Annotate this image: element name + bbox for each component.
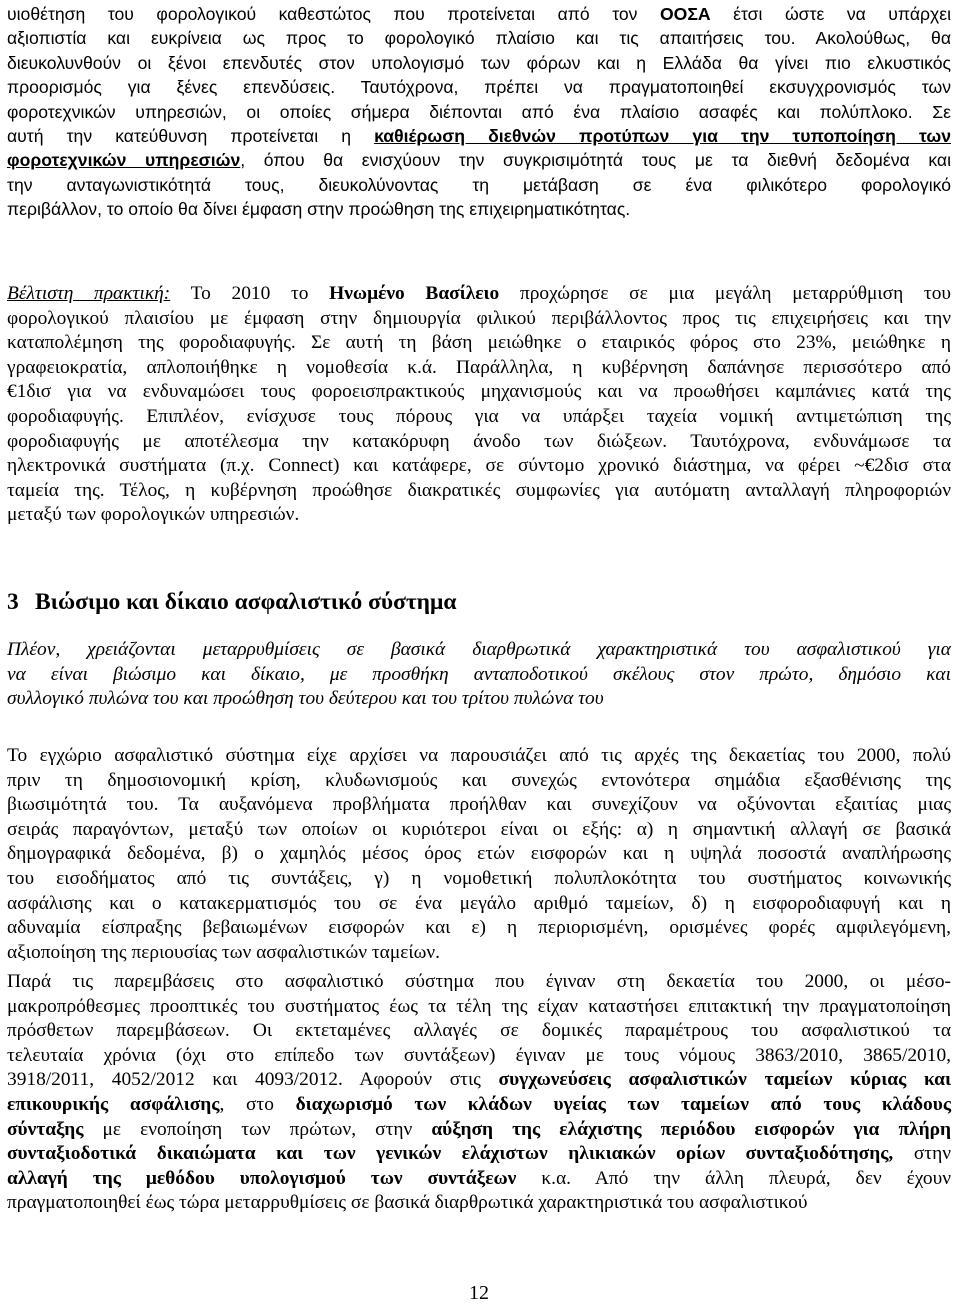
best-practice-paragraph [7,282,951,528]
text-run: φοροδιαφυγής με αποτέλεσμα την κατακόρυφη άνοδο των διώξεων. Ταυτόχρονα, ενδυνάμωσε τα [7,430,951,452]
text-line [7,503,951,528]
bold-text: σύνταξης [7,1118,84,1140]
text-line [7,331,951,356]
bold-text: συγχωνεύσεις ασφαλιστικών ταμείων κύριας και [498,1069,951,1091]
text-run: φορολογικού πλαισίου με έμφαση στην δημιουργία φιλικού περιβάλλοντος προς τις επιχειρήσεις και την [7,307,951,329]
text-run: περιβάλλον, το οποίο θα δίνει έμφαση στην προώθηση της επιχειρηματικότητας. [7,199,631,220]
bold-text: επικουρικής ασφάλισης [7,1093,220,1115]
text-run: μεταξύ των φορολογικών υπηρεσιών. [7,504,300,526]
text-run: βιωσιμότητά του. Τα αυξανόμενα προβλήματα προήλθαν και συνεχίζουν να οξύνονται εξαιτίας μιας [7,794,951,816]
text-run: , στο [219,1093,296,1115]
italic-text: συλλογικό πυλώνα του και προώθηση του δεύτερου και του τρίτου πυλώνα του [7,688,604,710]
text-run: σειράς παραγόντων, μεταξύ των οποίων οι κυριότεροι είναι οι εξής: α) η σημαντική αλλαγή σε βασικά [7,818,951,840]
text-run: κ.α. Από την άλλη πλευρά, δεν έχουν [516,1167,951,1189]
section-number: 3 [7,589,19,615]
text-run: Το 2010 το [170,283,330,304]
text-run: προχώρησε σε μια μεγάλη μεταρρύθμιση του [499,283,951,304]
text-run: φοροδιαφυγής. Επιπλέον, ενίσχυσε τους πόρους για να υπάρξει ταχεία νομική αντιμετώπιση της [7,405,951,427]
text-line [7,1167,951,1192]
text-run: προορισμός για ξένες επενδύσεις. Ταυτόχρονα, πρέπει να πραγματοποιηθεί εκσυγχρονισμός των [7,77,951,98]
text-line [7,430,951,455]
text-run: καταπολέμηση της φοροδιαφυγής. Σε αυτή τη βάση μειώθηκε ο εταιρικός φόρος στο 23%, μειώθηκε η [7,332,951,354]
text-run: , όπου θα ενισχύουν την συγκρισιμότητά τους με τα διεθνή δεδομένα και [240,150,951,171]
text-line [7,100,951,124]
text-line [7,1142,951,1167]
bold-text: αλλαγή της μεθόδου υπολογισμού των συντάξεων [7,1167,517,1189]
text-line [7,479,951,504]
text-line [7,916,951,941]
text-run: γραφειοκρατία, απλοποιήθηκε η νομοθεσία κ.ά. Παράλληλα, η κυβέρνηση δαπάνησε περισσότερο από [7,356,951,378]
text-line [7,173,951,197]
text-line [7,892,951,917]
text-run: αυτή την κατεύθυνση προτείνεται η [7,126,375,147]
text-run: έτσι ώστε να υπάρχει [710,4,951,24]
bold-text: διαχωρισμό των κλάδων υγείας των ταμείων από τους κλάδους [295,1093,952,1115]
text-line [7,1191,951,1216]
text-line [7,307,951,332]
text-line [7,793,951,818]
text-run: στην [893,1143,951,1165]
text-run: €1δισ για να ενδυναμώσει τους φοροεισπρακτικούς μηχανισμούς και να προωθήσει καμπάνιες κατά της [7,381,951,403]
text-line [7,818,951,843]
section-heading [7,587,456,617]
text-run: την ανταγωνιστικότητά τους, διευκολύνοντας τη μετάβαση σε ένα φιλικότερο φορολογικό [7,174,951,195]
text-run: υιοθέτηση του φορολογικού καθεστώτος που προτείνεται από τον [7,4,660,24]
section-intro-paragraph [7,638,951,712]
text-line [7,2,951,26]
italic-text: Βέλτιστη πρακτική: [7,283,171,304]
text-line [7,842,951,867]
pension-paragraph-2 [7,970,951,1216]
text-line [7,867,951,892]
text-line [7,51,951,75]
text-line [7,638,951,663]
text-line [7,356,951,381]
bold-text: φοροτεχνικών υπηρεσιών [7,150,241,171]
text-run: ηλεκτρονικά συστήματα (π.χ. Connect) και κατάφερε, σε σύντομο χρονικό διάστημα, να φέρει ~€2δισ στα [7,455,951,477]
text-run: αδυναμία είσπραξης βεβαιωμένων εισφορών και ε) η περιορισμένη, ορισμένες φορές αμφιλεγόμενη, [7,917,951,939]
pension-paragraph-1 [7,744,951,965]
text-line [7,148,951,172]
text-run: 3918/2011, 4052/2012 και 4093/2012. Αφορούν στις [7,1069,499,1091]
text-run: του εισοδήματος από τις συντάξεις, γ) η νομοθετική πολυπλοκότητα του συστήματος κοινωνικής [7,867,951,889]
text-line [7,687,951,712]
text-line [7,1068,951,1093]
text-run: πραγματοποιηθεί έως τώρα μεταρρυθμίσεις σε βασικά διαρθρωτικά χαρακτηριστικά του ασφαλιστικού [7,1192,808,1214]
text-line [7,769,951,794]
text-line [7,282,951,307]
text-line [7,1044,951,1069]
text-line [7,75,951,99]
text-line [7,744,951,769]
intro-paragraph [7,2,951,222]
text-run: πριν τη δημοσιονομική κρίση, κλυδωνισμούς και συνεχώς εντονότερα σημάδια εξασθένισης της [7,769,951,791]
text-line [7,995,951,1020]
text-run: πρόσθετων παρεμβάσεων. Οι εκτεταμένες αλλαγές σε δομικές παραμέτρους του ασφαλιστικού τα [7,1020,951,1042]
bold-text: αύξηση της ελάχιστης περιόδου εισφορών για πλήρη [431,1118,952,1140]
text-line [7,197,951,221]
text-run: ασφάλισης και ο κατακερματισμός του σε ένα μεγάλο αριθμό ταμείων, δ) η εισφοροδιαφυγή και η [7,892,951,914]
text-run: Παρά τις παρεμβάσεις στο ασφαλιστικό σύστημα που έγιναν στη δεκαετία του 2000, οι μέσο- [7,971,951,992]
text-line [7,124,951,148]
text-line [7,1118,951,1143]
text-line [7,970,951,995]
text-line [7,405,951,430]
section-title: Βιώσιμο και δίκαιο ασφαλιστικό σύστημα [35,589,457,615]
text-run: τελευταία χρόνια (όχι στο επίπεδο των συντάξεων) έγιναν με τους νόμους 3863/2010, 3865/2010, [7,1044,951,1066]
bold-text: συνταξιοδοτικά δικαιώματα και των γενικών ελάχιστων ηλικιακών ορίων συνταξιοδότησης, [7,1143,894,1165]
text-line [7,380,951,405]
text-line [7,663,951,688]
bold-text: Ηνωμένο Βασίλειο [329,283,500,304]
text-line [7,26,951,50]
text-run: μακροπρόθεσμες προοπτικές του συστήματος έως τα τέλη της είχαν καταστήσει επιτακτική την πραγματοποίηση [7,995,951,1017]
bold-text: ΟΟΣΑ [659,4,711,24]
text-run: αξιοποίηση της περιουσίας των ασφαλιστικών ταμείων. [7,941,440,963]
text-run: ταμεία της. Τέλος, η κυβέρνηση προώθησε διακρατικές συμφωνίες για αυτόματη ανταλλαγή πληροφοριών [7,479,951,501]
page-number: 12 [469,1282,489,1304]
text-run: διευκολυνθούν οι ξένοι επενδυτές στον υπολογισμό των φόρων και η Ελλάδα θα γίνει πιο ελκυστικός [7,52,951,73]
bold-text: καθιέρωση διεθνών προτύπων για την τυποποίηση των [374,126,951,147]
text-run: δημογραφικά δεδομένα, β) ο χαμηλός μέσος όρος ετών εισφορών και η υψηλά ποσοστά αναπλήρωσης [7,843,951,865]
text-line [7,1093,951,1118]
italic-text: να είναι βιώσιμο και δίκαιο, με προσθήκη ανταποδοτικού σκέλους στον πρώτο, δημόσιο και [7,663,951,685]
text-run: Το εγχώριο ασφαλιστικό σύστημα είχε αρχίσει να παρουσιάζει από τις αρχές της δεκαετίας του 2000, πολύ [7,745,951,766]
text-run: φοροτεχνικών υπηρεσιών, οι οποίες σήμερα διέπονται από ένα πλαίσιο ασαφές και πολύπλοκο. Σε [7,101,951,122]
text-run: αξιοπιστία και ευκρίνεια ως προς το φορολογικό πλαίσιο και τις απαιτήσεις του. Ακολούθως, θα [7,28,951,49]
text-line [7,454,951,479]
text-run: με ενοποίηση των πρώτων, στην [83,1118,432,1140]
text-line [7,1019,951,1044]
italic-text: Πλέον, χρειάζονται μεταρρυθμίσεις σε βασικά διαρθρωτικά χαρακτηριστικά του ασφαλιστικού για [7,639,951,660]
text-line [7,941,951,966]
